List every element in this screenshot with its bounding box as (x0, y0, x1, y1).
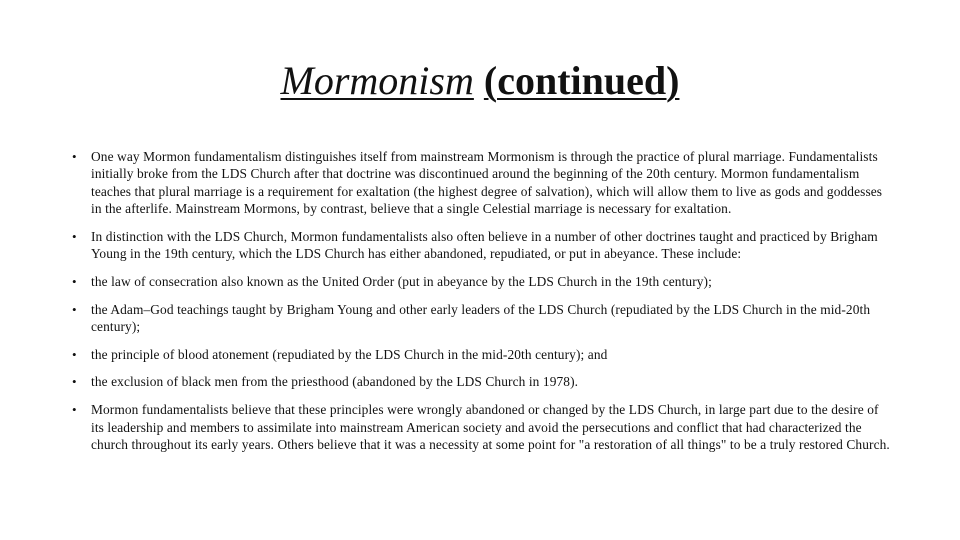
bullet-dot-icon: • (72, 228, 77, 244)
slide-title (0, 56, 960, 106)
bullet-dot-icon: • (72, 273, 77, 289)
bullet-dot-icon: • (72, 149, 77, 164)
bullet-item (72, 273, 890, 290)
bullet-item (72, 228, 890, 263)
bullet-text: Mormon fundamentalists believe that these principles were wrongly abandoned or changed by the LDS Church, in large part due to the desire of its leadership and members to assimilate into mainstream American society and avoid the persecutions and conflict that had characterized the church throughout its early years. Others believe that it was a necessity at some point for "a restoration of all things" to be a truly restored Church. (91, 402, 890, 452)
bullet-text: the Adam–God teachings taught by Brigham Young and other early leaders of the LDS Church (repudiated by the LDS Church in the mid-20th century); (91, 301, 871, 334)
bullet-dot-icon: • (72, 374, 77, 390)
bullet-text: In distinction with the LDS Church, Mormon fundamentalists also often believe in a number of other doctrines taught and practiced by Brigham Young in the 19th century, which the LDS Church has either abandoned, repudiated, or put in abeyance. These include: (91, 228, 878, 261)
bullet-item (72, 346, 890, 363)
bullet-item (72, 301, 890, 336)
bullet-text: the principle of blood atonement (repudiated by the LDS Church in the mid-20th century); and (91, 346, 608, 362)
slide-title-main: Mormonism (280, 58, 474, 103)
bullet-list (72, 148, 890, 464)
bullet-dot-icon: • (72, 402, 77, 418)
bullet-item (72, 148, 890, 217)
slide-title-suffix: (continued) (483, 58, 680, 103)
bullet-item (72, 373, 890, 390)
bullet-item (72, 401, 890, 453)
bullet-text: the exclusion of black men from the priesthood (abandoned by the LDS Church in 1978). (91, 374, 579, 390)
bullet-text: One way Mormon fundamentalism distinguishes itself from mainstream Mormonism is through the practice of plural marriage. Fundamentalists initially broke from the LDS Church after that doctrine was discontinued around the beginning of the 20th century. Mormon fundamentalism teaches that plural marriage is a requirement for exaltation (the highest degree of salvation), which will allow them to live as gods and goddesses in the afterlife. Mainstream Mormons, by contrast, believe that a single Celestial marriage is necessary for exaltation. (91, 149, 883, 216)
bullet-text: the law of consecration also known as the United Order (put in abeyance by the LDS Church in the 19th century); (91, 273, 712, 289)
bullet-dot-icon: • (72, 301, 77, 317)
bullet-dot-icon: • (72, 346, 77, 362)
